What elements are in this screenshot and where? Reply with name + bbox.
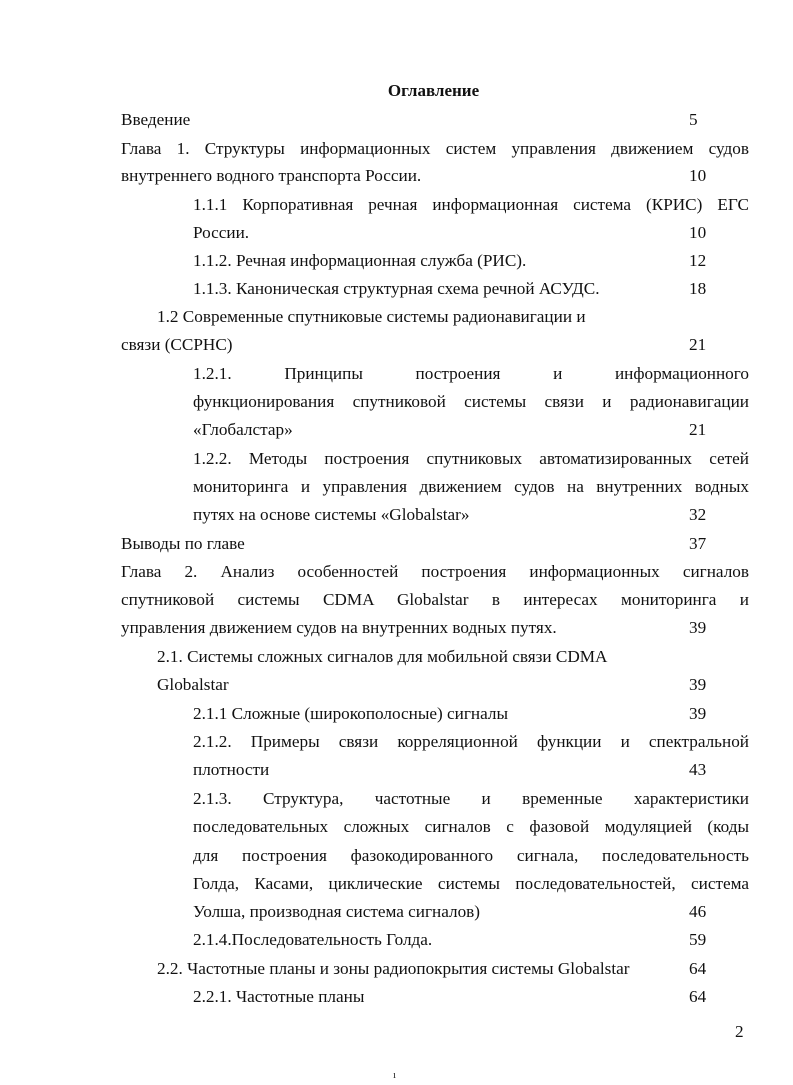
toc-entry-line: плотности [193, 760, 270, 779]
toc-entry-line: для построения фазокодированного сигнала, последовательность [193, 846, 749, 865]
toc-page-number: 21 [689, 335, 707, 354]
page-number: 2 [735, 1022, 744, 1041]
toc-page-number: 64 [689, 987, 707, 1006]
toc-word: построения [415, 364, 501, 383]
toc-page-number: 21 [689, 420, 707, 439]
toc-page-number: 5 [689, 110, 698, 129]
toc-page-number: 12 [689, 251, 707, 270]
scan-mark: ı [393, 1069, 397, 1081]
toc-entry-text: 2.2.1. Частотные планы [193, 987, 365, 1006]
toc-entry-line: управления движением судов на внутренних водных путях. [121, 618, 557, 637]
toc-entry-line: 2.1. Системы сложных сигналов для мобильной связи CDMA [157, 647, 608, 666]
toc-entry-text: 2.1.1 Сложные (широкополосные) сигналы [193, 704, 509, 723]
toc-entry-line: путях на основе системы «Globalstar» [193, 505, 470, 524]
toc-entry-line: Голда, Касами, циклические системы последовательностей, система [193, 874, 749, 893]
toc-entry-text: 1.1.3. Каноническая структурная схема речной АСУДС. [193, 279, 600, 298]
toc-entry-line: спутниковой системы CDMA Globalstar в интересах мониторинга и [121, 590, 749, 609]
toc-entry-line: внутреннего водного транспорта России. [121, 166, 422, 185]
toc-page-number: 32 [689, 505, 707, 524]
toc-entry-line: Глава 1. Структуры информационных систем управления движением судов [121, 139, 749, 158]
toc-page-number: 10 [689, 223, 707, 242]
toc-entry-line: связи (ССРНС) [121, 335, 233, 354]
toc-entry-line: 1.2.2. Методы построения спутниковых автоматизированных сетей [193, 449, 749, 468]
toc-word: информационного [614, 364, 749, 383]
toc-page-number: 59 [689, 930, 707, 949]
toc-entry-line: функционирования спутниковой системы связи и радионавигации [193, 392, 749, 411]
toc-entry-line: последовательных сложных сигналов с фазовой модуляцией (коды [193, 817, 749, 836]
toc-entry-line: России. [193, 223, 250, 242]
toc-entry-line: 2.1.3. Структура, частотные и временные характеристики [193, 789, 749, 808]
toc-page-number: 39 [689, 675, 707, 694]
toc-entry-text: 2.1.4.Последовательность Голда. [193, 930, 433, 949]
toc-page-number: 10 [689, 166, 707, 185]
toc-entry-line: Globalstar [157, 675, 229, 694]
toc-entry-line: 1.1.1 Корпоративная речная информационная система (КРИС) ЕГС [193, 195, 749, 214]
toc-entry-line [193, 360, 749, 388]
toc-entry-line: «Глобалстар» [193, 420, 293, 439]
toc-entry-line: мониторинга и управления движением судов на внутренних водных [193, 477, 749, 496]
toc-page-number: 18 [689, 279, 707, 298]
toc-entry-line: Глава 2. Анализ особенностей построения информационных сигналов [121, 562, 749, 581]
toc-entry-text: 1.1.2. Речная информационная служба (РИС). [193, 251, 527, 270]
toc-entry-text: Выводы по главе [121, 534, 245, 553]
toc-page-number: 39 [689, 618, 707, 637]
toc-entry-line: 2.1.2. Примеры связи корреляционной функции и спектральной [193, 732, 749, 751]
toc-word: и [553, 364, 563, 383]
toc-entry-line: Уолша, производная система сигналов) [193, 902, 481, 921]
toc-page-number: 39 [689, 704, 707, 723]
toc-page-number: 64 [689, 959, 707, 978]
toc-entry-text: Введение [121, 110, 191, 129]
toc-entry-line: 1.2 Современные спутниковые системы радионавигации и [157, 307, 586, 326]
toc-page-number: 37 [689, 534, 707, 553]
toc-word: 1.2.1. [193, 364, 232, 383]
toc-page-number: 43 [689, 760, 707, 779]
toc-word: Принципы [284, 364, 363, 383]
toc-entry-text: 2.2. Частотные планы и зоны радиопокрытия системы Globalstar [157, 959, 630, 978]
toc-page-number: 46 [689, 902, 707, 921]
toc-title: Оглавление [387, 81, 480, 100]
